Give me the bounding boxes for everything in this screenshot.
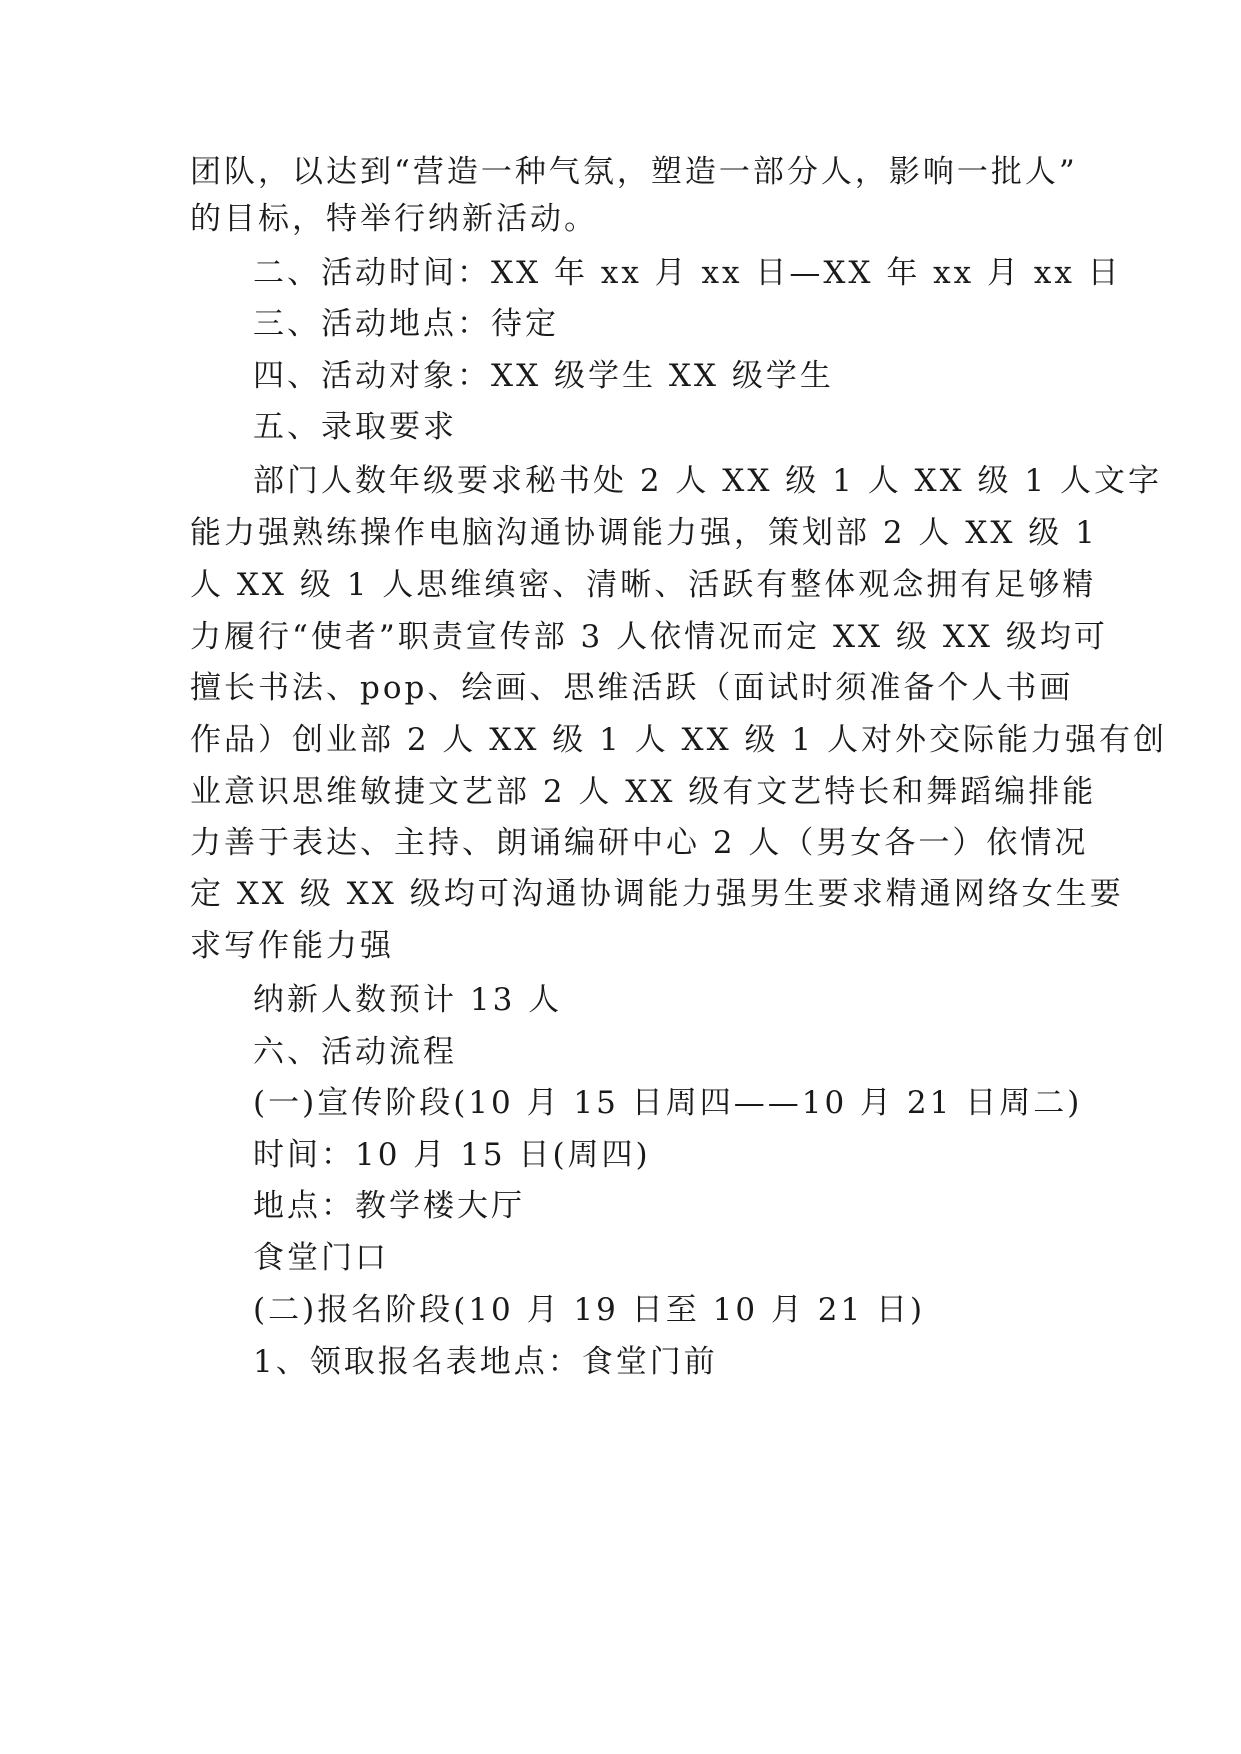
section-process-heading: 六、活动流程 [253,1034,457,1070]
section-requirements-heading: 五、录取要求 [253,409,457,445]
requirements-line-7: 业意识思维敏捷文艺部 2 人 XX 级有文艺特长和舞蹈编排能 [190,774,1097,810]
requirements-line-9: 定 XX 级 XX 级均可沟通协调能力强男生要求精通网络女生要 [190,876,1124,912]
section-activity-time: 二、活动时间：XX 年 xx 月 xx 日—XX 年 xx 月 xx 日 [253,255,1122,291]
phase-registration-heading: (二)报名阶段(10 月 19 日至 10 月 21 日) [253,1292,926,1328]
requirements-line-10: 求写作能力强 [190,928,394,964]
section-activity-target: 四、活动对象：XX 级学生 XX 级学生 [253,358,834,394]
phase-publicity-heading: (一)宣传阶段(10 月 15 日周四——10 月 21 日周二) [253,1085,1083,1121]
paragraph-line-1: 团队，以达到“营造一种气氛，塑造一部分人，影响一批人” [190,154,1078,190]
requirements-line-1: 部门人数年级要求秘书处 2 人 XX 级 1 人 XX 级 1 人文字 [253,463,1162,499]
requirements-line-5: 擅长书法、pop、绘画、思维活跃（面试时须准备个人书画 [190,670,1074,706]
registration-form-location: 1、领取报名表地点：食堂门前 [253,1344,718,1380]
publicity-location-2: 食堂门口 [253,1240,389,1276]
paragraph-line-2: 的目标，特举行纳新活动。 [190,201,598,237]
publicity-location: 地点：教学楼大厅 [253,1188,525,1224]
requirements-line-6: 作品）创业部 2 人 XX 级 1 人 XX 级 1 人对外交际能力强有创 [190,722,1167,758]
requirements-line-8: 力善于表达、主持、朗诵编研中心 2 人（男女各一）依情况 [190,825,1089,861]
recruit-count: 纳新人数预计 13 人 [253,982,563,1018]
requirements-line-4: 力履行“使者”职责宣传部 3 人依情况而定 XX 级 XX 级均可 [190,619,1108,655]
section-activity-location: 三、活动地点：待定 [253,306,559,342]
requirements-line-3: 人 XX 级 1 人思维缜密、清晰、活跃有整体观念拥有足够精 [190,567,1097,603]
publicity-time: 时间：10 月 15 日(周四) [253,1137,651,1173]
requirements-line-2: 能力强熟练操作电脑沟通协调能力强，策划部 2 人 XX 级 1 [190,515,1098,551]
